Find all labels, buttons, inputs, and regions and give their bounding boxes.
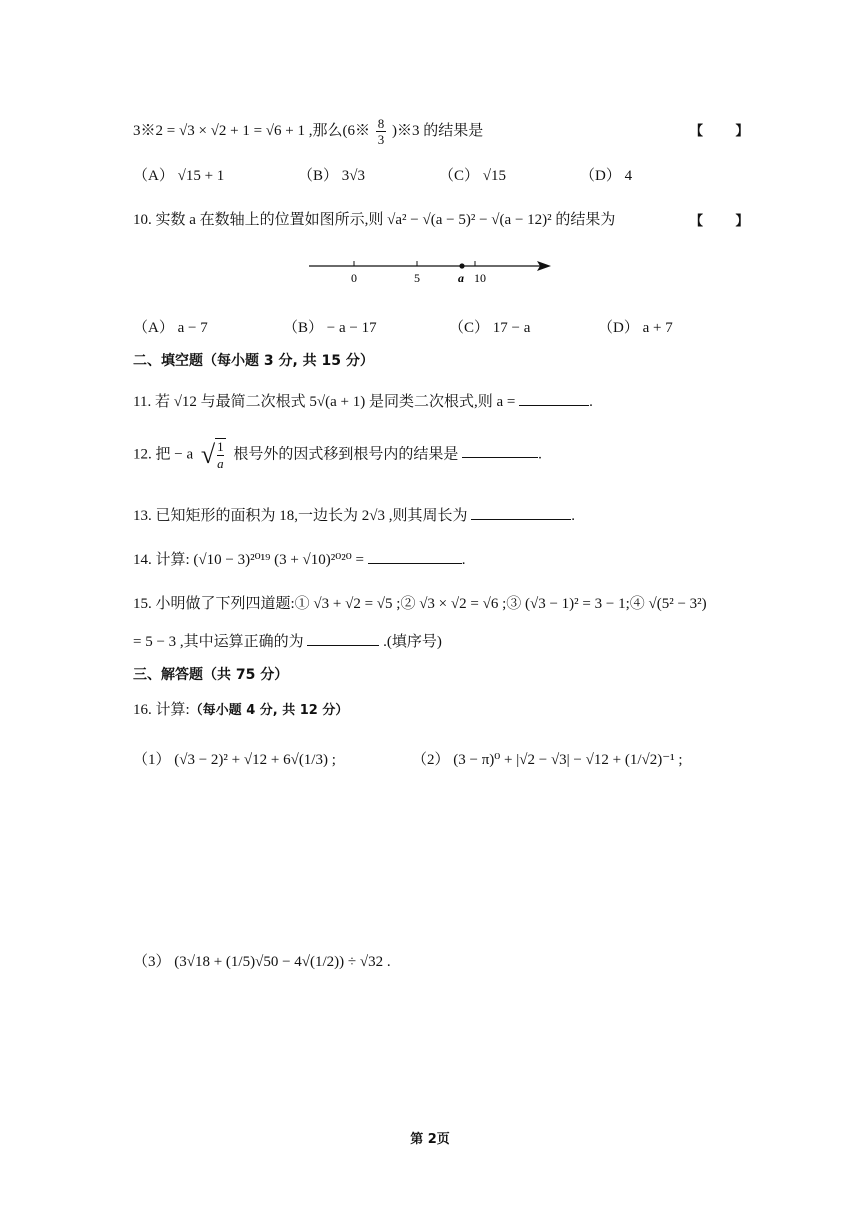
page-number: 第 2页: [410, 1132, 450, 1147]
q14-answer-blank[interactable]: [368, 549, 462, 564]
q16-title: 16. 计算:: [133, 702, 190, 718]
q10-option-b: （B） − a − 17: [283, 320, 377, 336]
q9-fraction-den: 3: [377, 132, 385, 147]
q15-line-2: [133, 630, 442, 651]
q14-text: 14. 计算: (√10 − 3)²⁰¹⁹ (3 + √10)²⁰²⁰ =: [133, 552, 364, 568]
q13-text: 13. 已知矩形的面积为 18,一边长为 2√3 ,则其周长为: [133, 508, 468, 524]
q15-line-1: 15. 小明做了下列四道题:① √3 + √2 = √5 ;② √3 × √2 = √6 ;③ (√3 − 1)² = 3 − 1;④ √(5² − 3²): [133, 596, 707, 612]
q15-text-2a: = 5 − 3 ,其中运算正确的为: [133, 634, 304, 650]
q13-answer-blank[interactable]: [471, 505, 571, 520]
q15-text-2b: .(填序号): [383, 634, 442, 650]
q10-option-c: （C） 17 − a: [449, 320, 531, 336]
section-2-heading: 二、填空题（每小题 3 分, 共 15 分）: [133, 353, 374, 369]
q11-text: 11. 若 √12 与最简二次根式 5√(a + 1) 是同类二次根式,则 a =: [133, 394, 516, 410]
q12-fraction-den: a: [217, 456, 224, 471]
q9-stem: [133, 116, 483, 147]
q9-option-c: （C） √15: [439, 168, 506, 184]
q12-fraction-num: 1: [217, 439, 224, 454]
q15-answer-blank[interactable]: [307, 631, 379, 646]
q10-option-d: （D） a + 7: [598, 320, 673, 336]
q9-option-b: （B） 3√3: [298, 168, 365, 184]
q12-answer-blank[interactable]: [462, 443, 538, 458]
number-line-figure: [305, 254, 565, 290]
q14: 14. 计算: (√10 − 3)²⁰¹⁹ (3 + √10)²⁰²⁰ = .: [133, 548, 466, 569]
tick-label-5: 5: [414, 271, 420, 285]
q12-radical: √ $\frac{1}{a}$: [200, 439, 224, 471]
q10-stem: 10. 实数 a 在数轴上的位置如图所示,则 √a² − √(a − 5)² − √(a − 12)² 的结果为: [133, 212, 616, 228]
q16-heading: [133, 698, 348, 719]
q9-stem-text-2: )※3 的结果是: [392, 122, 484, 139]
q12-prefix: 12. 把 − a: [133, 446, 194, 463]
q9-fraction: [376, 116, 387, 147]
q12: 12. 把 − a √ $\frac{1}{a}$ 根号外的因式移到根号内的结果是 .: [133, 439, 542, 471]
tick-label-0: 0: [351, 271, 357, 285]
q10-answer-bracket: 【 】: [690, 214, 763, 229]
q9-option-a: （A） √15 + 1: [133, 168, 225, 184]
point-a: [459, 263, 464, 268]
q13: 13. 已知矩形的面积为 18,一边长为 2√3 ,则其周长为 .: [133, 504, 575, 525]
q16-part-3: （3） (3√18 + (1/5)√50 − 4√(1/2)) ÷ √32 .: [133, 954, 391, 970]
q16-part-1: （1） (√3 − 2)² + √12 + 6√(1/3) ;: [133, 752, 336, 768]
q16-title-points: （每小题 4 分, 共 12 分）: [189, 703, 349, 718]
q12-text: 根号外的因式移到根号内的结果是: [233, 446, 459, 463]
point-a-label: a: [458, 271, 464, 285]
q10-option-a: （A） a − 7: [133, 320, 208, 336]
q11-answer-blank[interactable]: [519, 391, 589, 406]
section-3-heading: 三、解答题（共 75 分）: [133, 667, 289, 683]
q12-fraction: [215, 438, 226, 472]
q9-option-d: （D） 4: [580, 168, 633, 184]
q11: 11. 若 √12 与最简二次根式 5√(a + 1) 是同类二次根式,则 a = .: [133, 390, 593, 411]
q9-stem-text: 3※2 = √3 × √2 + 1 = √6 + 1 ,那么(6※: [133, 122, 370, 139]
tick-label-10: 10: [474, 271, 486, 285]
q16-part-2: （2） (3 − π)⁰ + |√2 − √3| − √12 + (1/√2)⁻¹ ;: [412, 752, 683, 768]
q9-answer-bracket: 【 】: [690, 124, 763, 139]
q9-fraction-num: 8: [377, 116, 385, 131]
